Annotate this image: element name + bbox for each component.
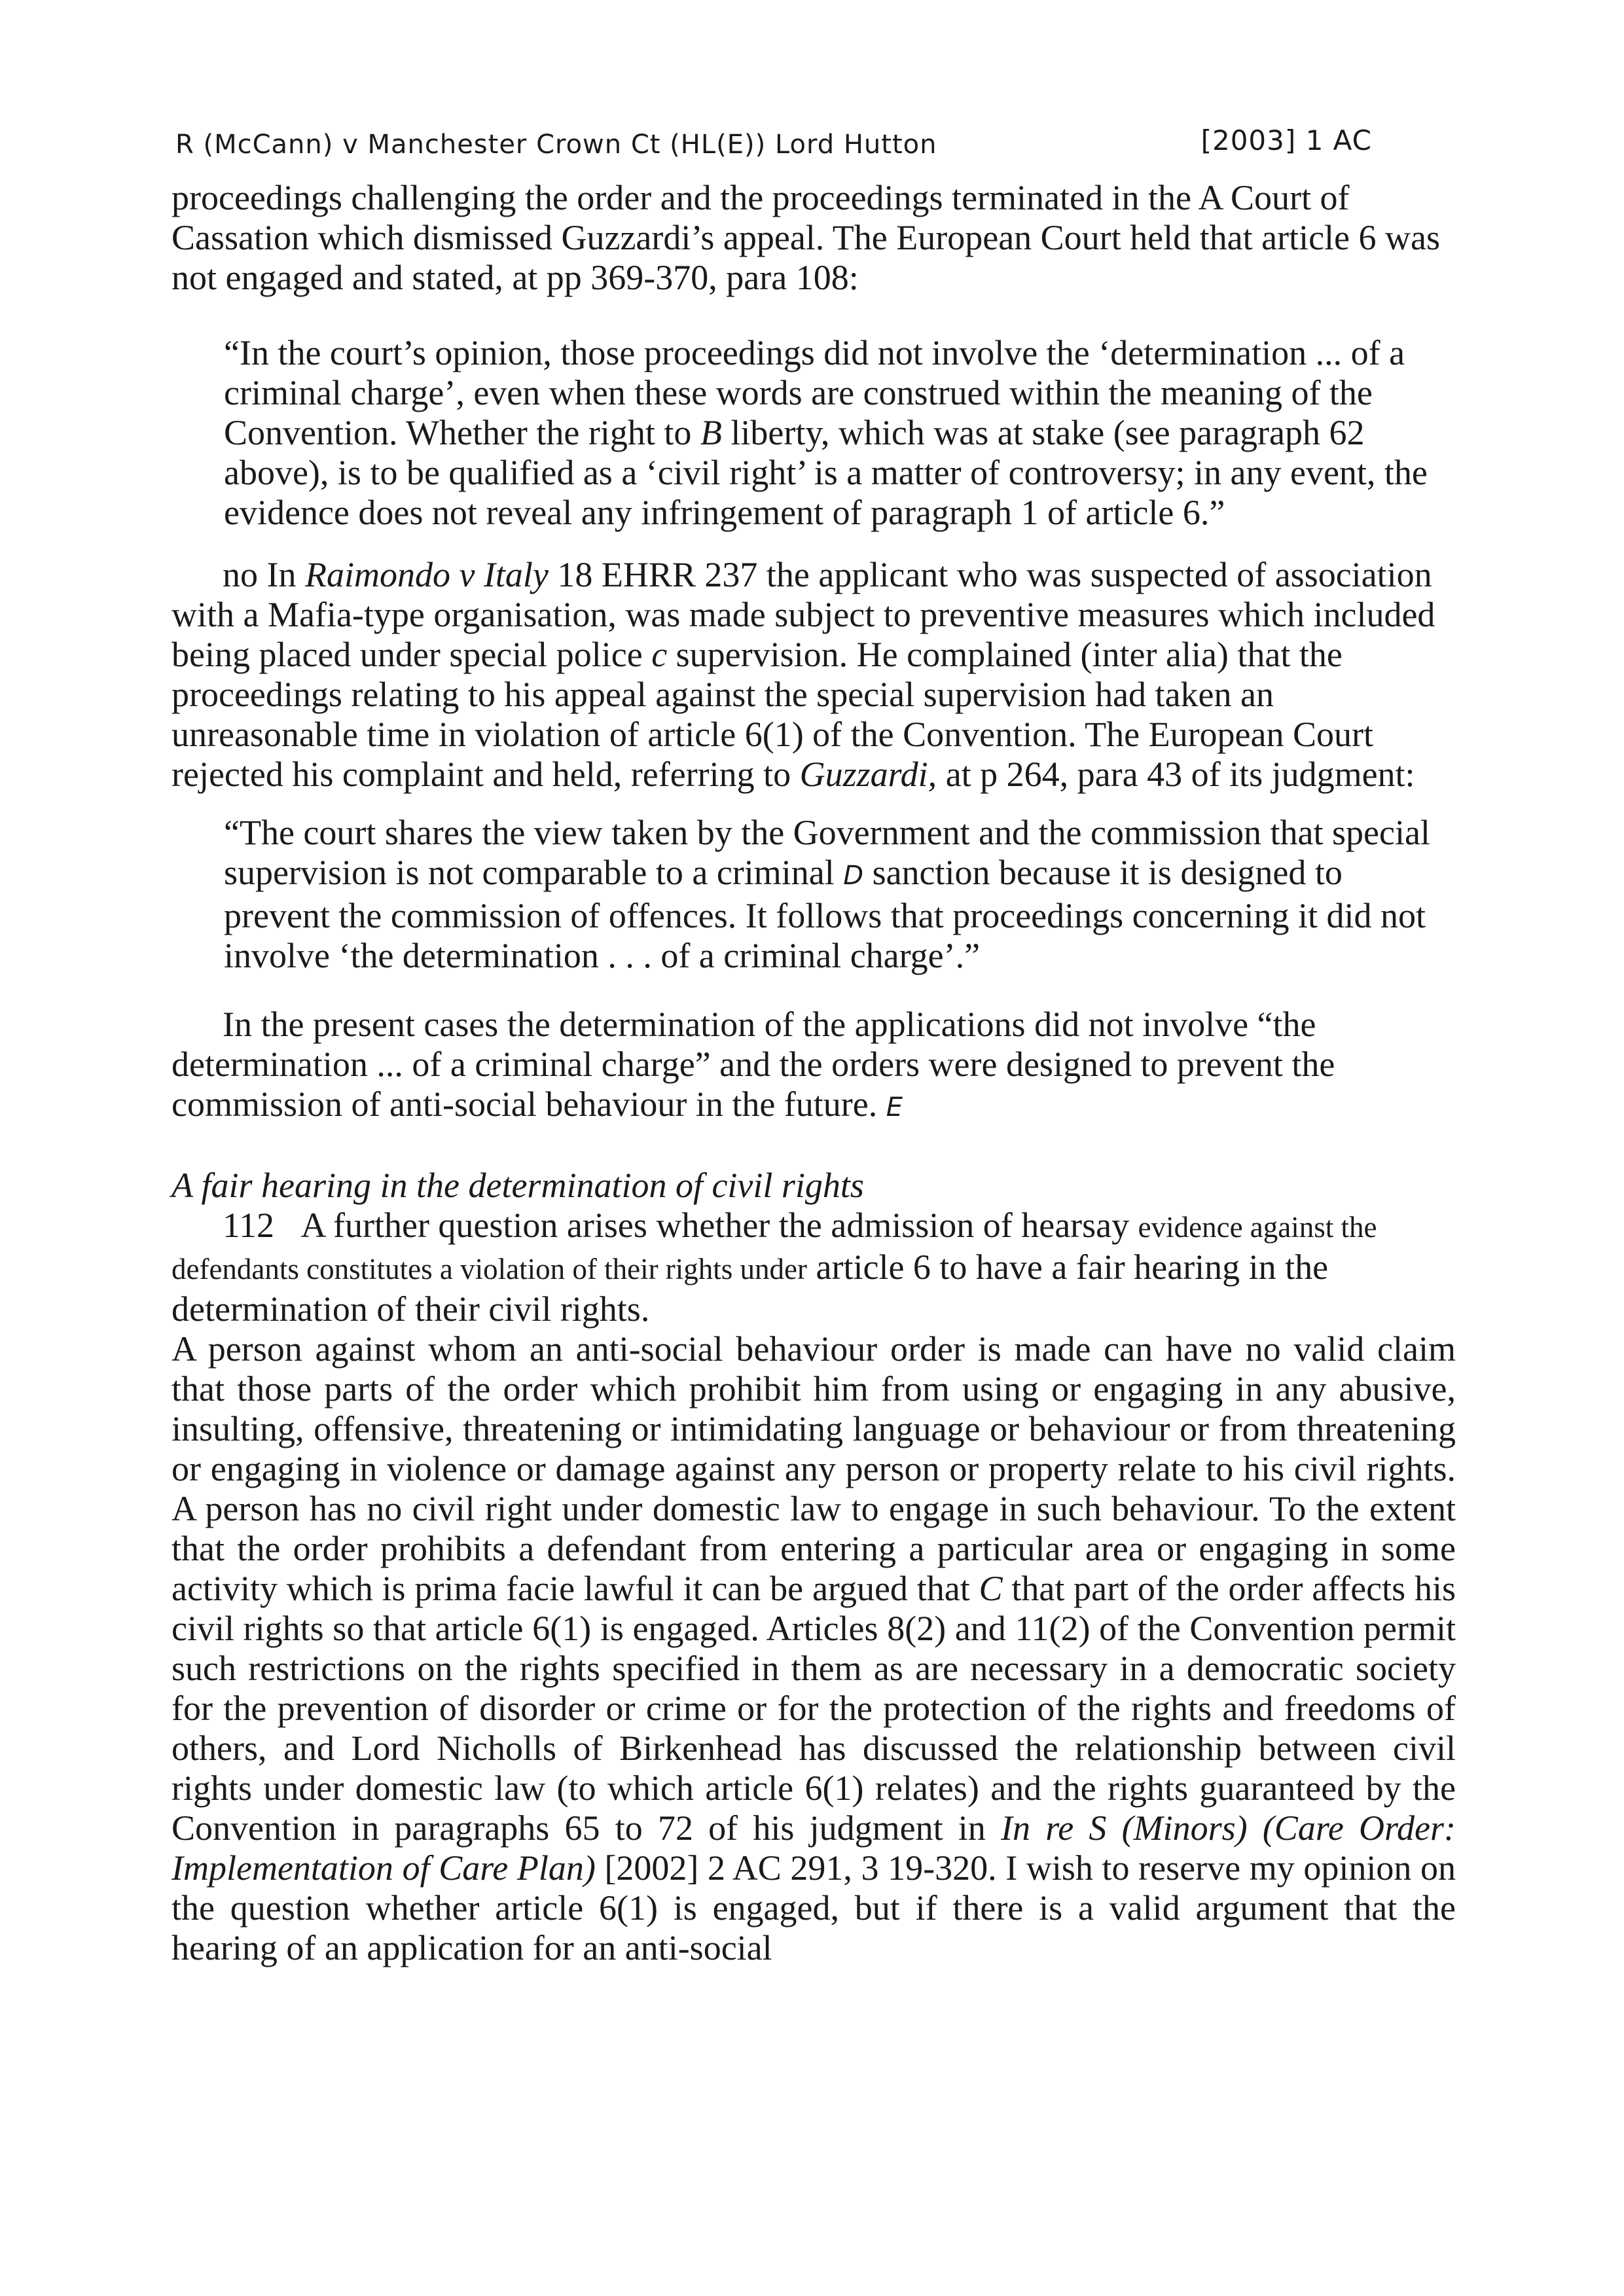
paragraph-guzzardi-context xyxy=(171,178,1456,298)
paragraph-112 xyxy=(171,1206,1456,1329)
paragraph-text: In the present cases the determination of the applications did not involve “the determination ... of a criminal charge” and the orders were designed to prevent the commission of anti-social behaviour in the future. xyxy=(171,1005,1335,1124)
running-title: R (McCann) v Manchester Crown Ct (HL(E)) Lord Hutton xyxy=(175,130,937,160)
paragraph-text: supervision. He complained (inter alia) that the proceedings relating to his appeal against the special supervision had taken an unreasonable time in violation of article 6(1) of the Convention. The European Court rejected his complaint and held, referring to xyxy=(171,635,1373,794)
paragraph-text: no In xyxy=(223,555,305,594)
quotation-text: “In the court’s opinion, those proceedings did not involve the ‘determination ... of a criminal charge’, even when these words are construed within the meaning of the Convention. Whether the right to xyxy=(224,333,1405,452)
quotation-raimondo xyxy=(224,813,1454,976)
paragraph-text: proceedings challenging the order and the proceedings terminated in the A Court of Cassation which dismissed Guzzardi’s appeal. The European Court held that article 6 was not engaged and stated, at pp 369-370, para 108: xyxy=(171,178,1440,297)
paragraph-text: at p 264, para 43 of its judgment: xyxy=(937,755,1415,794)
paragraph-text: article 6 to have a fair hearing in the determination of their civil rights. xyxy=(171,1247,1329,1329)
paragraph-text: A further question arises whether the admission of hearsay xyxy=(300,1206,1138,1245)
paragraph-text: A person against whom an anti-social behaviour order is made can have no valid claim that those parts of the order which prohibit him from using or engaging in any abusive, insulting, offensive, threatening or intimidating language or behaviour or from threatening or engaging in violence or damage against any person or property relate to his civil rights. A person has no civil right under domestic law to engage in such behaviour. To the extent that the order prohibits a defendant from entering a particular area or engaging in some activity which is prima facie lawful it can be argued that xyxy=(171,1329,1456,1608)
paragraph-present-cases xyxy=(171,1005,1456,1128)
case-name: Guzzardi, xyxy=(799,755,937,794)
paragraph-text: that part of the order affects his civil rights so that article 6(1) is engaged. Articles 8(2) and 11(2) of the Convention permit such restrictions on the rights specified in them as are necessary in a democratic society for the prevention of disorder or crime or for the protection of the rights and freedoms of others, and Lord Nicholls of Birkenhead has discussed the relationship between civil rights under domestic law (to which article 6(1) relates) and the rights guaranteed by the Convention in paragraphs 65 to 72 of his judgment in xyxy=(171,1569,1456,1848)
margin-letter: D xyxy=(843,861,864,891)
running-header xyxy=(175,124,1372,169)
section-heading: A fair hearing in the determination of civil rights xyxy=(171,1166,864,1205)
paragraph-text-small: evidence against the defendants constitutes a violation of their rights under xyxy=(171,1211,1377,1285)
report-citation: [2003] 1 AC xyxy=(1200,124,1372,156)
paragraph-text: [2002] 2 AC 291, 3 19-320. I wish to reserve my opinion on the question whether article 6(1) is engaged, but if there is a valid argument that the hearing of an application for an anti-social xyxy=(171,1848,1456,1967)
paragraph-raimondo xyxy=(171,555,1456,795)
judgment-text xyxy=(171,178,1456,1968)
quotation-text: liberty, which was at stake (see paragraph 62 above), is to be qualified as a ‘civil right’ is a matter of controversy; in any event, the evidence does not reveal any infringement of paragraph 1 of article 6.” xyxy=(224,413,1428,532)
paragraph-number: 112 xyxy=(223,1206,274,1245)
quotation-guzzardi xyxy=(224,333,1454,533)
margin-letter: E xyxy=(886,1092,903,1122)
quotation-text: “The court shares the view taken by the Government and the commission that special supervision is not comparable to a criminal xyxy=(224,813,1430,892)
paragraph-text: 18 EHRR 237 the applicant who was suspected of association with a Mafia-type organisation, was made subject to preventive measures which included being placed under special police xyxy=(171,555,1435,674)
quotation-text: sanction because it is designed to prevent the commission of offences. It follows that proceedings concerning it did not involve ‘the determination . . . of a criminal charge’.” xyxy=(224,853,1426,975)
margin-letter: C xyxy=(979,1569,1003,1608)
case-name: Raimondo v Italy xyxy=(304,555,549,594)
margin-letter: B xyxy=(700,413,722,452)
margin-letter: c xyxy=(651,635,668,674)
paragraph-civil-rights xyxy=(171,1329,1456,1968)
case-name: In re S (Minors) (Care Order: Implementation of Care Plan) xyxy=(171,1808,1456,1888)
